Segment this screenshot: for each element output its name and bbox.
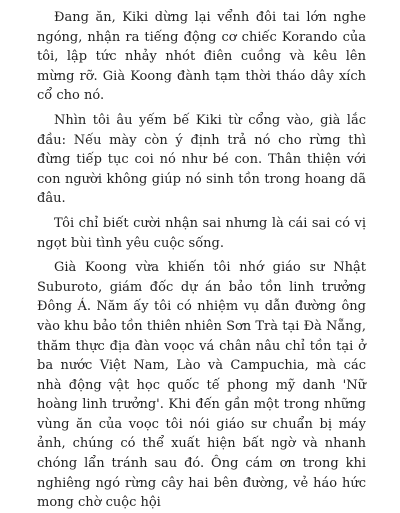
paragraph-4: Già Koong vừa khiến tôi nhớ giáo sư Nhật Suburoto, giám đốc dự án bảo tồn linh trưởng Đông Á. Năm ấy tôi có nhiệm vụ dẫn đường ông vào khu bảo tồn thiên nhiên Sơn Trà tại Đà Nẵng, thăm thực địa đàn voọc vá chân nâu chỉ tồn tại ở ba nước Việt Nam, Lào và Campuchia, mà các nhà động vật học quốc tế phong mỹ danh 'Nữ hoàng linh trưởng'. Khi đến gần một trong những vùng ăn của voọc tôi nói giáo sư chuẩn bị máy ảnh, chúng có thể xuất hiện bất ngờ và nhanh chóng lẩn tránh sau đó. Ông cám ơn trong khi nghiêng ngó rừng cây hai bên đường, vẻ háo hức mong chờ cuộc hội xyxy=(37,260,366,511)
paragraph-2: Nhìn tôi âu yếm bế Kiki từ cổng vào, già lắc đầu: Nếu mày còn ý định trả nó cho rừng thì đừng tiếp tục coi nó như bé con. Thân thiện với con người không giúp nó sinh tồn trong hoang dã đâu. xyxy=(37,112,366,207)
paragraph-3: Tôi chỉ biết cười nhận sai nhưng là cái sai có vị ngọt bùi tình yêu cuộc sống. xyxy=(37,215,366,251)
paragraph-1: Đang ăn, Kiki dừng lại vểnh đôi tai lớn nghe ngóng, nhận ra tiếng động cơ chiếc Korando của tôi, lập tức nhảy nhót điên cuồng và kêu lên mừng rỡ. Già Koong đành tạm thời tháo dây xích cổ cho nó. xyxy=(37,10,366,104)
